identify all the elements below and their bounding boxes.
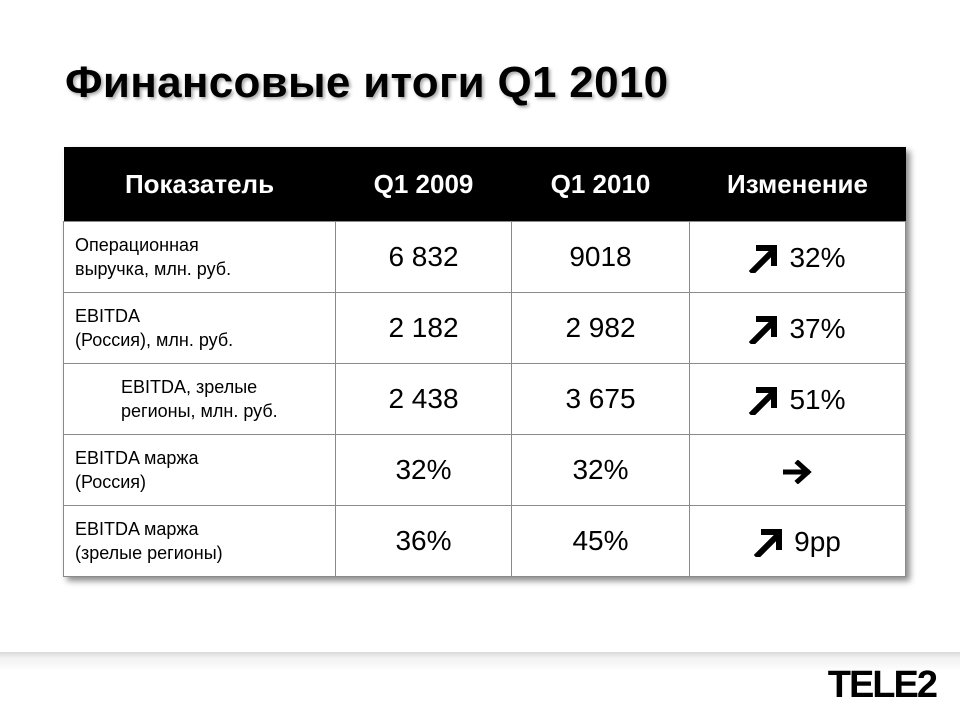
row-label (64, 506, 336, 577)
row-label (64, 435, 336, 506)
value-q1-2009: 6 832 (336, 222, 512, 293)
row-label (64, 222, 336, 293)
row-label-line2: регионы, млн. руб. (121, 401, 278, 421)
change-text: 32% (789, 241, 846, 273)
table-row (64, 364, 906, 435)
header-indicator: Показатель (64, 147, 336, 222)
change-text: 51% (789, 383, 846, 415)
financial-table-container (63, 147, 906, 577)
header-q1-2010: Q1 2010 (512, 147, 690, 222)
row-label-line2: выручка, млн. руб. (75, 259, 232, 279)
arrow-up-right-icon (749, 314, 779, 344)
row-label-line1: EBITDA маржа (75, 519, 199, 539)
table-row (64, 506, 906, 577)
value-change (690, 506, 906, 577)
value-q1-2010: 32% (512, 435, 690, 506)
arrow-up-right-icon (749, 385, 779, 415)
value-change (690, 222, 906, 293)
change-text: 37% (789, 312, 846, 344)
arrow-up-right-icon (749, 243, 779, 273)
arrow-right-icon (783, 460, 813, 484)
value-change (690, 435, 906, 506)
value-q1-2010: 2 982 (512, 293, 690, 364)
header-q1-2009: Q1 2009 (336, 147, 512, 222)
table-row (64, 435, 906, 506)
row-label-line1: EBITDA, зрелые (121, 377, 258, 397)
value-q1-2010: 9018 (512, 222, 690, 293)
value-q1-2009: 32% (336, 435, 512, 506)
page-title: Финансовые итоги Q1 2010 (65, 58, 669, 107)
row-label-line1: Операционная (75, 235, 199, 255)
table-row (64, 293, 906, 364)
row-label (64, 293, 336, 364)
value-q1-2009: 2 182 (336, 293, 512, 364)
arrow-up-right-icon (754, 527, 784, 557)
row-label-line2: (Россия), млн. руб. (75, 330, 234, 350)
value-change (690, 293, 906, 364)
change-text: 9pp (794, 525, 841, 557)
value-change (690, 364, 906, 435)
footer-band (0, 652, 960, 720)
value-q1-2009: 36% (336, 506, 512, 577)
financial-table (63, 147, 906, 577)
value-q1-2009: 2 438 (336, 364, 512, 435)
header-change: Изменение (690, 147, 906, 222)
row-label (64, 364, 336, 435)
tele2-logo: TELE2 (827, 664, 936, 706)
table-row (64, 222, 906, 293)
row-label-line2: (зрелые регионы) (75, 543, 223, 563)
table-header-row (64, 147, 906, 222)
row-label-line1: EBITDA (75, 306, 141, 326)
row-label-line1: EBITDA маржа (75, 448, 199, 468)
value-q1-2010: 3 675 (512, 364, 690, 435)
value-q1-2010: 45% (512, 506, 690, 577)
row-label-line2: (Россия) (75, 472, 147, 492)
